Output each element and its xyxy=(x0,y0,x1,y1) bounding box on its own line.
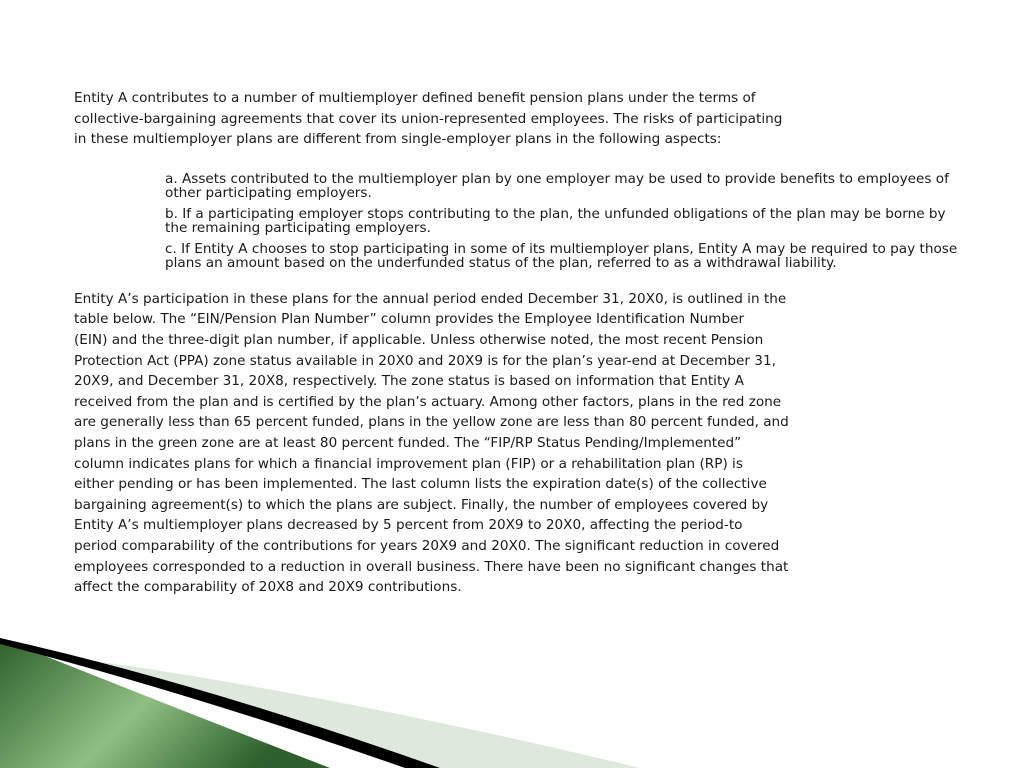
body-line: 20X9, and December 31, 20X8, respectively. The zone status is based on information that Entity A xyxy=(74,373,744,390)
participation-paragraph xyxy=(74,289,894,598)
green-swoosh-decoration xyxy=(0,638,1024,768)
slide-content xyxy=(74,88,958,598)
body-line: employees corresponded to a reduction in overall business. There have been no significant changes that xyxy=(74,558,789,575)
body-line: Entity A’s participation in these plans for the annual period ended December 31, 20X0, is outlined in the xyxy=(74,290,787,307)
body-line: table below. The “EIN/Pension Plan Number” column provides the Employee Identification Number xyxy=(74,311,745,328)
body-line: are generally less than 65 percent funded, plans in the yellow zone are less than 80 percent funded, and xyxy=(74,414,789,431)
body-line: column indicates plans for which a financial improvement plan (FIP) or a rehabilitation plan (RP) is xyxy=(74,455,743,472)
risk-item-c: c. If Entity A chooses to stop participating in some of its multiemployer plans, Entity A may be required to pay those plans an amount based on the underfunded status of the plan, referred to as a withdrawal liability. xyxy=(165,240,958,272)
body-line: (EIN) and the three-digit plan number, if applicable. Unless otherwise noted, the most recent Pension xyxy=(74,331,764,348)
body-line: either pending or has been implemented. The last column lists the expiration date(s) of the collective xyxy=(74,476,767,493)
risk-item-b: b. If a participating employer stops contributing to the plan, the unfunded obligations of the plan may be borne by the remaining participating employers. xyxy=(165,205,946,237)
body-line: Protection Act (PPA) zone status available in 20X0 and 20X9 is for the plan’s year-end at December 31, xyxy=(74,352,776,369)
body-line: Entity A’s multiemployer plans decreased by 5 percent from 20X9 to 20X0, affecting the period-to xyxy=(74,517,743,534)
intro-line: in these multiemployer plans are different from single-employer plans in the following aspects: xyxy=(74,131,722,148)
risk-list xyxy=(165,172,965,271)
risk-item-a: a. Assets contributed to the multiemployer plan by one employer may be used to provide benefits to employees of other participating employers. xyxy=(165,170,949,202)
body-line: affect the comparability of 20X8 and 20X9 contributions. xyxy=(74,579,462,596)
body-line: plans in the green zone are at least 80 percent funded. The “FIP/RP Status Pending/Implemented” xyxy=(74,434,742,451)
intro-paragraph xyxy=(74,88,894,150)
body-line: received from the plan and is certified by the plan’s actuary. Among other factors, plans in the red zone xyxy=(74,393,782,410)
intro-line: Entity A contributes to a number of multiemployer defined benefit pension plans under the terms of xyxy=(74,90,756,106)
intro-line: collective-bargaining agreements that cover its union-represented employees. The risks of participating xyxy=(74,110,783,127)
body-line: bargaining agreement(s) to which the plans are subject. Finally, the number of employees covered by xyxy=(74,496,769,513)
body-line: period comparability of the contributions for years 20X9 and 20X0. The significant reduction in covered xyxy=(74,537,780,554)
